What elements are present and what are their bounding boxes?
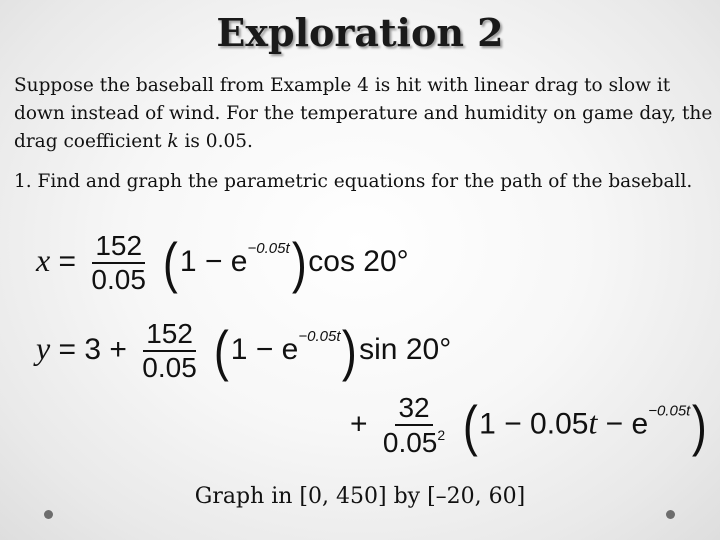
eq-y-one-minus-e: 1 − e bbox=[230, 332, 299, 366]
decorative-dot-right bbox=[666, 510, 675, 519]
equation-y bbox=[36, 320, 451, 382]
eq-x-fraction bbox=[88, 232, 149, 294]
eq-y-lhs: y bbox=[36, 329, 51, 366]
eq-x-open-paren: ( bbox=[163, 231, 179, 294]
eq-x-lhs: x bbox=[36, 241, 51, 278]
eq-y2-term-a: 1 − 0.05 bbox=[479, 407, 589, 441]
eq-x-trig: cos 20° bbox=[308, 244, 409, 278]
eq-y2-denominator-base: 0.05 bbox=[382, 427, 438, 458]
eq-y2-t: t bbox=[588, 404, 598, 441]
intro-text-before: Suppose the baseball from Example 4 is hit with linear drag to slow it down instead of wind. For the temperature and humidity on game day, the drag coefficient bbox=[14, 75, 713, 152]
eq-y2-denominator-exponent: 2 bbox=[437, 427, 446, 443]
graph-window-note: Graph in [0, 450] by [–20, 60] bbox=[194, 484, 526, 509]
eq-y2-fraction bbox=[380, 394, 448, 457]
intro-paragraph bbox=[14, 72, 714, 156]
eq-y-denominator: 0.05 bbox=[142, 352, 197, 383]
intro-text-after: is 0.05. bbox=[178, 131, 253, 152]
eq-y2-exponent: −0.05t bbox=[648, 402, 691, 420]
equation-x bbox=[36, 232, 409, 294]
eq-y-equals: = 3 + bbox=[58, 332, 127, 366]
eq-x-denominator: 0.05 bbox=[91, 264, 146, 295]
drag-coefficient-symbol: k bbox=[167, 131, 179, 152]
eq-y-exponent: −0.05t bbox=[298, 327, 341, 345]
eq-x-numerator: 152 bbox=[92, 232, 145, 264]
eq-y2-denominator bbox=[380, 426, 448, 457]
eq-y-trig: sin 20° bbox=[359, 332, 452, 366]
eq-y2-plus: + bbox=[350, 407, 368, 441]
eq-y2-numerator: 32 bbox=[395, 394, 432, 426]
equation-y-continuation bbox=[350, 394, 709, 457]
eq-x-close-paren: ) bbox=[291, 231, 307, 294]
eq-y-open-paren: ( bbox=[214, 319, 229, 382]
decorative-dot-left bbox=[44, 510, 53, 519]
slide-title: Exploration 2 bbox=[216, 10, 504, 55]
eq-y-fraction bbox=[139, 320, 200, 382]
eq-x-equals: = bbox=[58, 244, 77, 278]
eq-y2-term-b: − e bbox=[597, 407, 649, 441]
eq-y2-close-paren: ) bbox=[692, 393, 708, 457]
eq-y-numerator: 152 bbox=[143, 320, 196, 352]
eq-x-exponent: −0.05t bbox=[247, 239, 290, 257]
eq-x-one-minus-e: 1 − e bbox=[179, 244, 248, 278]
eq-y2-open-paren: ( bbox=[462, 393, 478, 457]
eq-y-close-paren: ) bbox=[342, 319, 358, 382]
task-paragraph: 1. Find and graph the parametric equations for the path of the baseball. bbox=[14, 171, 693, 192]
